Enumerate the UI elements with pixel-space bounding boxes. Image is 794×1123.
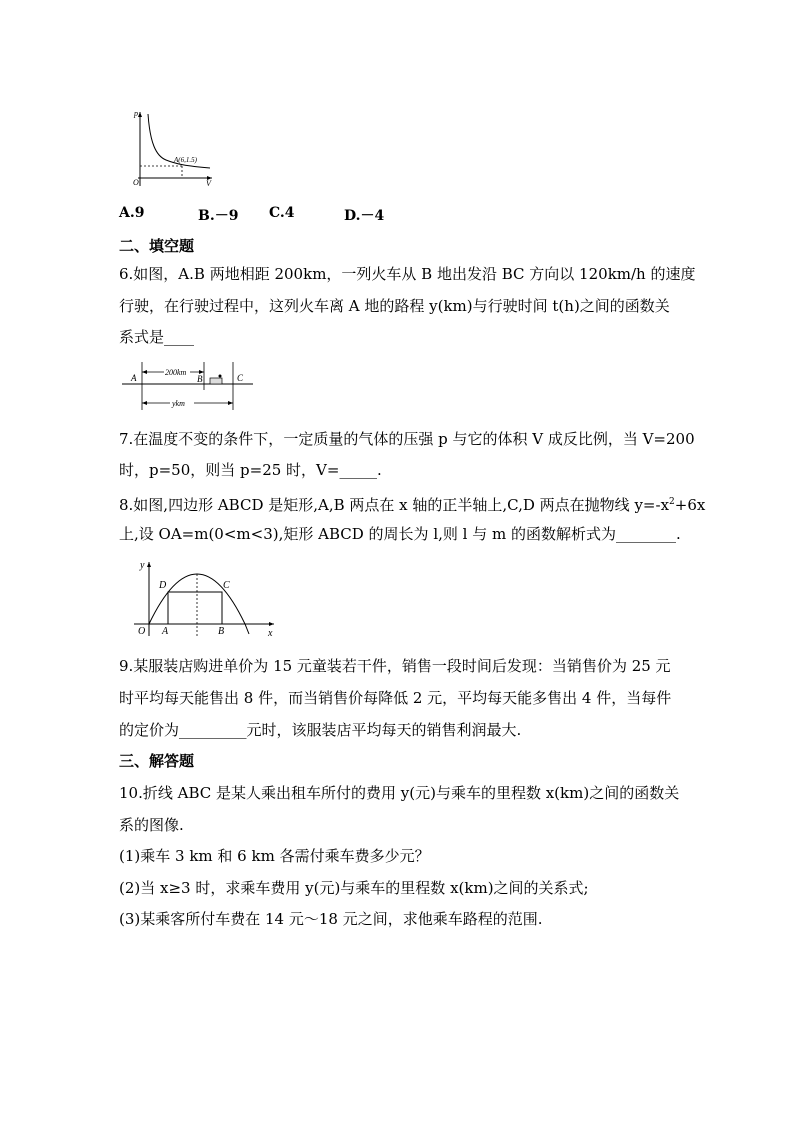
parabola-x-label: x <box>268 628 273 639</box>
q9-line-3: 的定价为_________元时，该服装店平均每天的销售利润最大. <box>119 721 522 739</box>
track-figure <box>120 360 255 416</box>
parabola-c-label: C <box>223 580 230 591</box>
q6-line-1: 6.如图，A.B 两地相距 200km，一列火车从 B 地出发沿 BC 方向以 120km/h 的速度 <box>119 265 696 283</box>
point-a-label: A(6,1.5) <box>174 156 197 164</box>
q10-sub-1: (1)乘车 3 km 和 6 km 各需付乘车费多少元？ <box>119 847 430 865</box>
label-c: C <box>237 373 244 383</box>
option-c: C.4 <box>269 205 295 221</box>
train-icon <box>210 378 222 384</box>
ykm-label: ykm <box>172 399 185 408</box>
section-title-fill-blank: 二、填空题 <box>119 237 195 255</box>
q10-line-1: 10.折线 ABC 是某人乘出租车所付的费用 y(元)与乘车的里程数 x(km)之间的函数关 <box>119 784 680 802</box>
parabola-y-label: y <box>140 560 145 571</box>
q10-sub-2: (2)当 x≥3 时，求乘车费用 y(元)与乘车的里程数 x(km)之间的关系式; <box>119 879 589 897</box>
q10-line-2: 系的图像. <box>119 816 184 834</box>
q8-line-1-text: 8.如图,四边形 ABCD 是矩形,A,B 两点在 x 轴的正半轴上,C,D 两点在抛物线 y=-x <box>119 496 670 514</box>
q8-line-1-tail: +6x <box>674 496 706 514</box>
option-d: D.－4 <box>344 208 385 224</box>
option-b: B.－9 <box>198 208 239 224</box>
parabola-d-label: D <box>159 580 167 591</box>
distance-label: 200km <box>165 368 187 377</box>
q10-sub-3: (3)某乘客所付车费在 14 元～18 元之间，求他乘车路程的范围. <box>119 910 543 928</box>
axis-v-label: V <box>206 179 211 188</box>
axis-p-label: p <box>134 109 138 118</box>
parabola-figure <box>128 558 278 640</box>
q9-line-2: 时平均每天能售出 8 件，而当销售价每降低 2 元，平均每天能多售出 4 件，当每件 <box>119 689 672 707</box>
q6-line-2: 行驶，在行驶过程中，这列火车离 A 地的路程 y(km)与行驶时间 t(h)之间的函数关 <box>119 297 670 315</box>
origin-label: O <box>133 178 139 187</box>
label-a: A <box>131 373 137 383</box>
q7-line-1: 7.在温度不变的条件下，一定质量的气体的压强 p 与它的体积 V 成反比例，当 V=200 <box>119 430 695 448</box>
q7-line-2: 时，p=50，则当 p=25 时，V=_____. <box>119 461 382 479</box>
option-a: A.9 <box>119 205 145 221</box>
hyperbola-figure <box>130 108 215 188</box>
q8-line-2: 上,设 OA=m(0<m<3),矩形 ABCD 的周长为 l,则 l 与 m 的函数解析式为________. <box>119 525 681 543</box>
q8-line-1 <box>119 492 705 515</box>
parabola-a-label: A <box>162 626 169 637</box>
section-title-solutions: 三、解答题 <box>119 752 195 770</box>
label-b: B <box>197 374 203 384</box>
q8-exponent: 2 <box>669 497 675 507</box>
parabola-o-label: O <box>138 626 146 637</box>
q6-line-3: 系式是____ <box>119 328 195 346</box>
parabola-b-label: B <box>218 626 225 637</box>
q9-line-1: 9.某服装店购进单价为 15 元童装若干件，销售一段时间后发现：当销售价为 25 元 <box>119 657 671 675</box>
